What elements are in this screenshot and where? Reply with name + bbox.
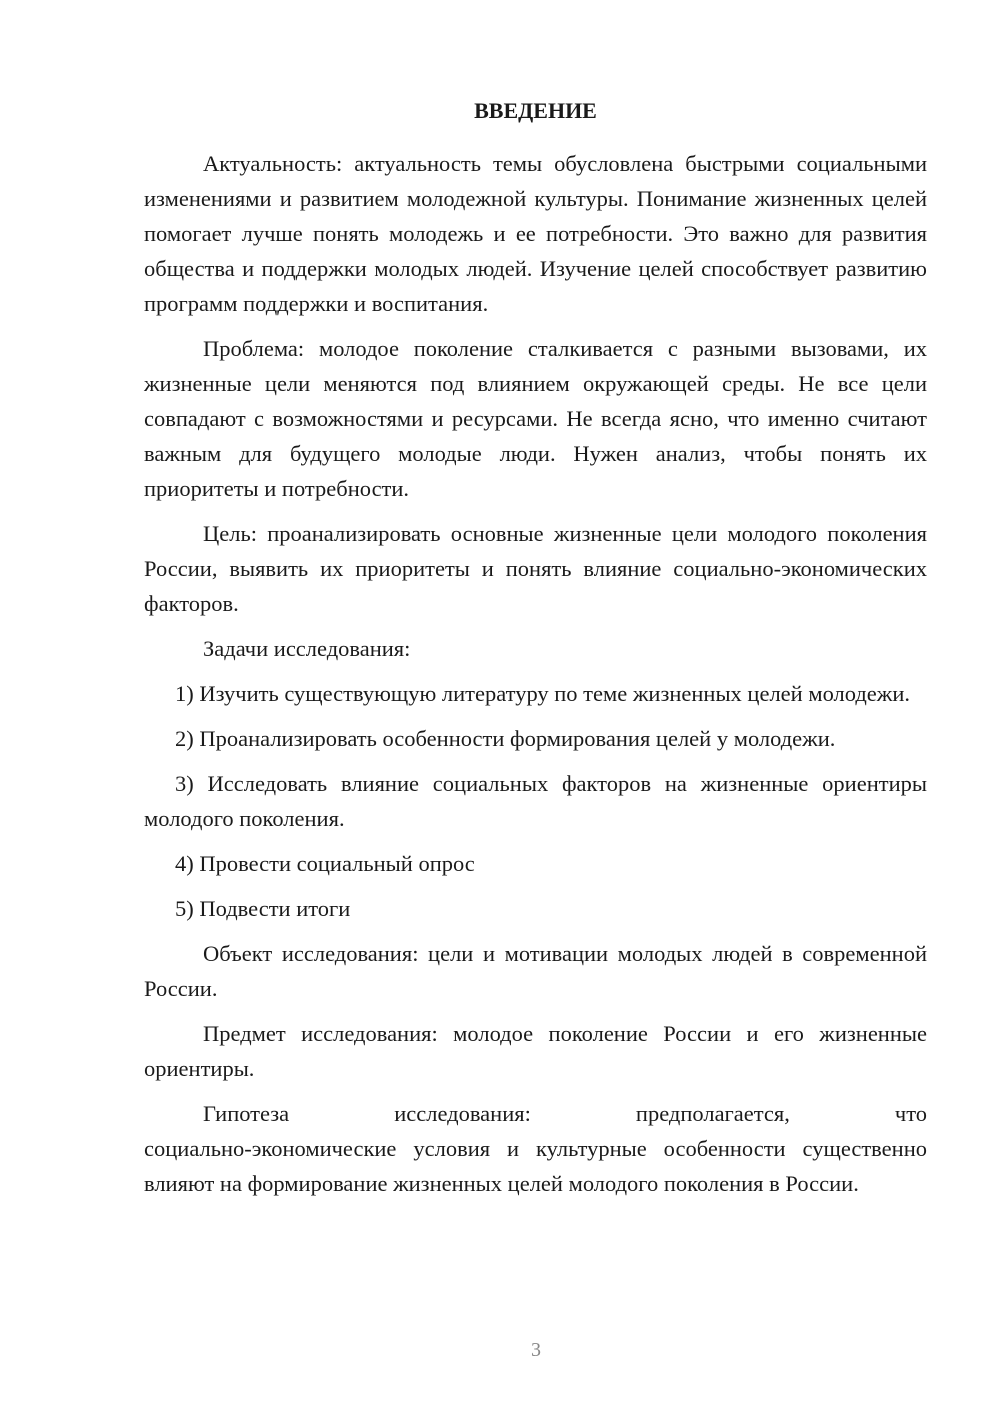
task-item-4: 4) Провести социальный опрос: [175, 851, 475, 876]
paragraph-object: Объект исследования: цели и мотивации молодых людей в современной России.: [144, 941, 927, 1001]
paragraph-problem: Проблема: молодое поколение сталкивается с разными вызовами, их жизненные цели меняются под влиянием окружающей среды. Не все цели совпадают с возможностями и ресурсами. Не всегда ясно, что именно считают важным для будущего молодые люди. Нужен анализ, чтобы понять их приоритеты и потребности.: [144, 336, 927, 501]
paragraph-hypothesis-head: Гипотеза исследования: предполагается, что: [203, 1101, 927, 1126]
page-title: ВВЕДЕНИЕ: [474, 98, 597, 123]
paragraph-relevance: Актуальность: актуальность темы обусловлена быстрыми социальными изменениями и развитием молодежной культуры. Понимание жизненных целей помогает лучше понять молодежь и ее потребности. Это важно для развития общества и поддержки молодых людей. Изучение целей способствует развитию программ поддержки и воспитания.: [144, 151, 927, 316]
paragraph-subject: Предмет исследования: молодое поколение России и его жизненные ориентиры.: [144, 1021, 927, 1081]
task-item-5: 5) Подвести итоги: [175, 896, 351, 921]
page-number: 3: [531, 1339, 541, 1361]
task-item-3: 3) Исследовать влияние социальных факторов на жизненные ориентиры молодого поколения.: [144, 771, 927, 831]
task-item-2: 2) Проанализировать особенности формирования целей у молодежи.: [175, 726, 836, 751]
paragraph-hypothesis-body: социально-экономические условия и культурные особенности существенно влияют на формирование жизненных целей молодого поколения в России.: [144, 1136, 927, 1196]
task-item-1: 1) Изучить существующую литературу по теме жизненных целей молодежи.: [175, 681, 911, 706]
paragraph-tasks-heading: Задачи исследования:: [203, 636, 411, 661]
paragraph-goal: Цель: проанализировать основные жизненные цели молодого поколения России, выявить их приоритеты и понять влияние социально-экономических факторов.: [144, 521, 927, 616]
text-body: [144, 93, 927, 1201]
